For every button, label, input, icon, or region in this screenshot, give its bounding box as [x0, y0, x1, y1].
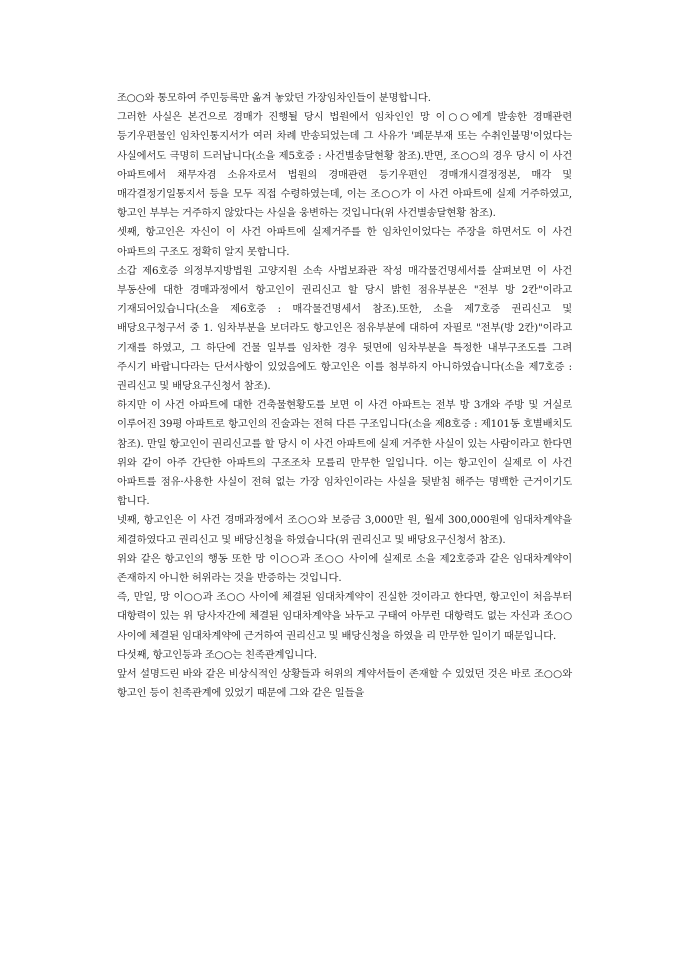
paragraph-4: 소갑 제6호증 의정부지방법원 고양지원 소속 사법보좌관 작성 매각물건명세서를 살펴보면 이 사건 부동산에 대한 경매과정에서 항고인이 권리신고 할 당시 밝힌 점유부분은 "전부 방 2칸"이라고 기재되어있습니다(소을 제6호증 : 매각물건명세서 참조).또한, 소을 제7호증 권리신고 및 배당요구청구서 중 1. 임차부분을 보더라도 항고인은 점유부분에 대하여 자필로 "전부(방 2칸)"이라고 기재를 하였고, 그 하단에 건물 일부를 임차한 경우 뒷면에 임차부분을 특정한 내부구조도를 그려 주시기 바랍니다라는 단서사항이 있었음에도 항고인은 이를 첨부하지 아니하였습니다(소을 제7호증 : 권리신고 및 배당요구신청서 참조). — [117, 264, 572, 393]
paragraph-1: 조○○와 통모하여 주민등록만 옮겨 놓았던 가장임차인들이 분명합니다. — [117, 92, 431, 104]
paragraph-3: 셋째, 항고인은 자신이 이 사건 아파트에 실제거주를 한 임차인이었다는 주장을 하면서도 이 사건 아파트의 구조도 정확히 알지 못합니다. — [117, 226, 572, 258]
paragraph-10: 앞서 설명드린 바와 같은 비상식적인 상황들과 허위의 계약서들이 존재할 수 있었던 것은 바로 조○○와 항고인 등이 친족관계에 있었기 때문에 그와 같은 일들을 — [117, 668, 572, 700]
paragraph-2: 그러한 사실은 본건으로 경매가 진행될 당시 법원에서 임차인인 망 이○○에게 발송한 경매관련 등기우편물인 임차인통지서가 여러 차례 반송되었는데 그 사유가 '폐문부재 또는 수취인불명'이었다는 사실에서도 극명히 드러납니다(소을 제5호증 : 사건별송달현황 참조).반면, 조○○의 경우 당시 이 사건 아파트에서 채무자겸 소유자로서 법원의 경매관련 등기우편인 경매개시결정정본, 매각 및 매각결정기일통지서 등을 모두 직접 수령하였는데, 이는 조○○가 이 사건 아파트에 실제 거주하였고, 항고인 부부는 거주하지 않았다는 사실을 웅변하는 것입니다(위 사건별송달현황 참조). — [117, 111, 572, 220]
document-body — [117, 89, 572, 704]
paragraph-8: 즉, 만일, 망 이○○과 조○○ 사이에 체결된 임대차계약이 진실한 것이라고 한다면, 항고인이 처음부터 대항력이 있는 위 당사자간에 체결된 임대차계약을 놔두고 구태여 아무런 대항력도 없는 자신과 조○○ 사이에 체결된 임대차계약에 근거하여 권리신고 및 배당신청을 하였을 리 만무한 일이기 때문입니다. — [117, 591, 572, 642]
paragraph-6: 넷째, 항고인은 이 사건 경매과정에서 조○○와 보증금 3,000만 원, 월세 300,000원에 임대차계약을 체결하였다고 권리신고 및 배당신청을 하였습니다(위 권리신고 및 배당요구신청서 참조). — [117, 514, 572, 546]
paragraph-7: 위와 같은 항고인의 행동 또한 망 이○○과 조○○ 사이에 실제로 소을 제2호증과 같은 임대차계약이 존재하지 아니한 허위라는 것을 반증하는 것입니다. — [117, 552, 572, 585]
paragraph-9: 다섯째, 항고인등과 조○○는 친족관계입니다. — [117, 648, 317, 661]
paragraph-5: 하지만 이 사건 아파트에 대한 건축물현황도를 보면 이 사건 아파트는 전부 방 3개와 주방 및 거실로 이루어진 39평 아파트로 항고인의 진술과는 전혀 다른 구조입니다(소을 제8호증 : 제101동 호별배치도 참조). 만일 항고인이 권리신고를 할 당시 이 사건 아파트에 실제 거주한 사실이 있는 사람이라고 한다면 위와 같이 아주 간단한 아파트의 구조조차 모를리 만무한 일입니다. 이는 항고인이 실제로 이 사건 아파트를 점유·사용한 사실이 전혀 없는 가장 임차인이라는 사실을 뒷받침 해주는 명백한 근거이기도 합니다. — [117, 399, 572, 508]
